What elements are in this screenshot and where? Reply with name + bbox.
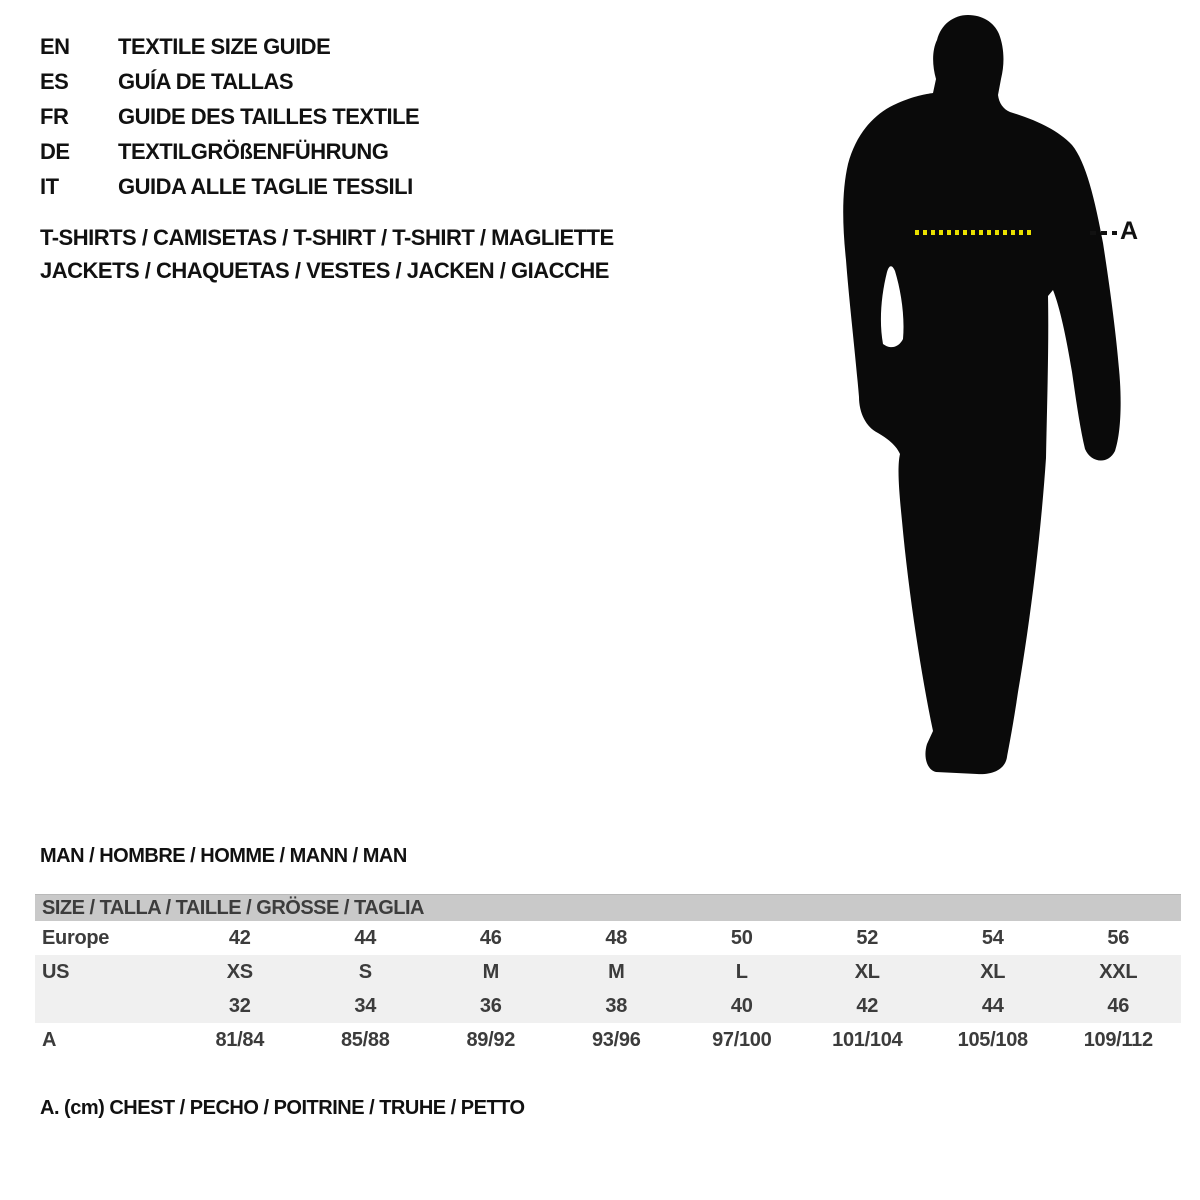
category-line-jackets: JACKETS / CHAQUETAS / VESTES / JACKEN / GIACCHE: [40, 258, 609, 283]
guide-title: GUIDE DES TAILLES TEXTILE: [118, 104, 420, 129]
table-cell: 81/84: [215, 1029, 265, 1051]
table-cell: 36: [479, 995, 502, 1017]
table-cell: M: [608, 961, 625, 983]
table-cell: 101/104: [832, 1029, 903, 1051]
language-row: [40, 140, 388, 164]
language-code: ES: [40, 69, 69, 94]
category-line-tshirts: T-SHIRTS / CAMISETAS / T-SHIRT / T-SHIRT / MAGLIETTE: [40, 225, 614, 250]
measure-label: A: [1120, 217, 1139, 245]
measure-callout-dashes: [1090, 231, 1117, 235]
language-code: EN: [40, 34, 70, 59]
table-cell: 93/96: [591, 1029, 641, 1051]
table-cell: 38: [605, 995, 628, 1017]
table-cell: 50: [730, 927, 753, 949]
section-title-man: MAN / HOMBRE / HOMME / MANN / MAN: [40, 845, 407, 867]
table-cell: XL: [854, 961, 880, 983]
table-cell: XL: [980, 961, 1006, 983]
table-row-us: [35, 955, 1181, 989]
language-row: [40, 70, 293, 94]
row-label: A: [42, 1029, 57, 1051]
guide-title: TEXTILGRÖßENFÜHRUNG: [118, 139, 389, 164]
row-label: Europe: [42, 927, 110, 949]
language-row: [40, 175, 413, 199]
table-cell: 109/112: [1083, 1029, 1153, 1051]
table-cell: 46: [479, 927, 502, 949]
row-label: US: [42, 961, 70, 983]
table-cell: 48: [605, 927, 628, 949]
table-row-alt-size: [35, 989, 1181, 1023]
table-cell: 56: [1107, 927, 1130, 949]
guide-title: TEXTILE SIZE GUIDE: [118, 34, 331, 59]
table-row-europe: [35, 921, 1181, 955]
table-cell: 105/108: [957, 1029, 1028, 1051]
size-table: [35, 894, 1181, 1057]
table-cell: 42: [856, 995, 879, 1017]
table-cell: 44: [981, 995, 1004, 1017]
guide-title: GUIDA ALLE TAGLIE TESSILI: [118, 174, 413, 199]
table-cell: 32: [228, 995, 251, 1017]
table-cell: L: [735, 961, 748, 983]
table-cell: 54: [981, 927, 1004, 949]
table-row-chest-cm: [35, 1023, 1181, 1057]
table-cell: 46: [1107, 995, 1130, 1017]
guide-title: GUÍA DE TALLAS: [118, 69, 294, 94]
language-code: DE: [40, 139, 70, 164]
table-cell: XXL: [1099, 961, 1138, 983]
row-label: [35, 989, 177, 1023]
table-cell: 97/100: [712, 1029, 772, 1051]
table-cell: 42: [228, 927, 251, 949]
table-cell: XS: [226, 961, 253, 983]
man-figure: [820, 0, 1200, 790]
language-code: FR: [40, 104, 69, 129]
table-cell: 52: [856, 927, 879, 949]
table-cell: S: [358, 961, 372, 983]
chest-measure-line: [915, 230, 1031, 235]
table-cell: 44: [354, 927, 377, 949]
size-table-header: SIZE / TALLA / TAILLE / GRÖSSE / TAGLIA: [35, 894, 1181, 921]
language-row: [40, 105, 419, 129]
language-code: IT: [40, 174, 59, 199]
table-cell: 89/92: [466, 1029, 516, 1051]
measurement-footnote: A. (cm) CHEST / PECHO / POITRINE / TRUHE / PETTO: [40, 1097, 525, 1119]
man-silhouette-icon: [820, 0, 1200, 790]
language-row: [40, 35, 330, 59]
table-cell: 40: [730, 995, 753, 1017]
table-cell: 34: [354, 995, 377, 1017]
table-cell: 85/88: [340, 1029, 390, 1051]
table-cell: M: [482, 961, 499, 983]
